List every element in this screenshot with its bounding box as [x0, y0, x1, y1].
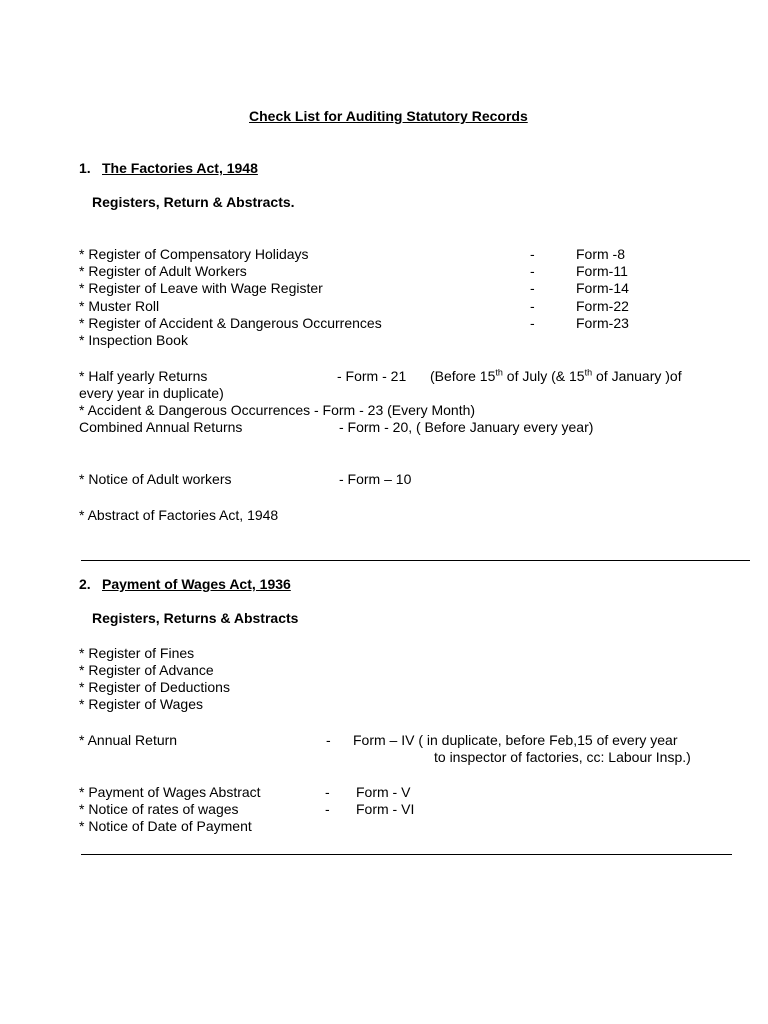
- section-2-subheading: Registers, Returns & Abstracts: [92, 610, 299, 626]
- combined-annual-returns-form: - Form - 20, ( Before January every year): [339, 419, 594, 435]
- register-item-label: * Muster Roll: [79, 298, 160, 314]
- register-item-label: * Register of Accident & Dangerous Occurrences: [79, 315, 382, 331]
- register-item-label: * Register of Compensatory Holidays: [79, 246, 309, 262]
- section-1-heading: The Factories Act, 1948: [102, 160, 258, 176]
- notice-adult-workers-label: * Notice of Adult workers: [79, 471, 232, 487]
- list-item-label: * Notice of Date of Payment: [79, 818, 252, 834]
- combined-annual-returns-label: Combined Annual Returns: [79, 419, 243, 435]
- section-2-number: 2.: [79, 576, 91, 592]
- register-item: * Register of Advance: [79, 662, 214, 678]
- list-item-dash: -: [325, 784, 330, 800]
- annual-return-form: Form – IV ( in duplicate, before Feb,15 of every year: [353, 732, 678, 748]
- section-1-number: 1.: [79, 160, 91, 176]
- register-item-form: Form -8: [576, 246, 625, 262]
- list-item-label: * Payment of Wages Abstract: [79, 784, 261, 800]
- register-item-label: * Inspection Book: [79, 332, 188, 348]
- register-item: * Register of Wages: [79, 696, 203, 712]
- register-item-form: Form-11: [576, 263, 628, 279]
- register-item: * Register of Fines: [79, 645, 195, 661]
- accident-return-line: * Accident & Dangerous Occurrences - Form - 23 (Every Month): [79, 402, 476, 418]
- section-2-heading: Payment of Wages Act, 1936: [102, 576, 291, 592]
- register-item-dash: -: [530, 280, 535, 296]
- register-item-form: Form-14: [576, 280, 629, 296]
- register-item-label: * Register of Adult Workers: [79, 263, 247, 279]
- register-item-dash: -: [530, 298, 535, 314]
- half-yearly-returns-label: * Half yearly Returns: [79, 368, 208, 384]
- document-title: Check List for Auditing Statutory Records: [249, 108, 528, 124]
- section-divider: [81, 560, 750, 561]
- register-item-form: Form-23: [576, 315, 629, 331]
- register-item-dash: -: [530, 315, 535, 331]
- half-yearly-returns-continuation: every year in duplicate): [79, 385, 224, 401]
- half-yearly-returns-note: (Before 15th of July (& 15th of January )of: [430, 367, 682, 384]
- register-item-form: Form-22: [576, 298, 629, 314]
- half-yearly-returns-form: - Form - 21: [337, 368, 407, 384]
- factories-act-abstract: * Abstract of Factories Act, 1948: [79, 507, 279, 523]
- notice-adult-workers-form: - Form – 10: [339, 471, 412, 487]
- list-item-form: Form - VI: [356, 801, 415, 817]
- annual-return-label: * Annual Return: [79, 732, 178, 748]
- annual-return-continuation: to inspector of factories, cc: Labour Insp.): [434, 749, 691, 765]
- list-item-form: Form - V: [356, 784, 411, 800]
- register-item-dash: -: [530, 263, 535, 279]
- section-divider: [81, 854, 732, 855]
- list-item-dash: -: [325, 801, 330, 817]
- register-item-dash: -: [530, 246, 535, 262]
- list-item-label: * Notice of rates of wages: [79, 801, 239, 817]
- section-1-subheading: Registers, Return & Abstracts.: [92, 194, 295, 210]
- register-item-label: * Register of Leave with Wage Register: [79, 280, 323, 296]
- register-item: * Register of Deductions: [79, 679, 230, 695]
- annual-return-dash: -: [326, 732, 331, 748]
